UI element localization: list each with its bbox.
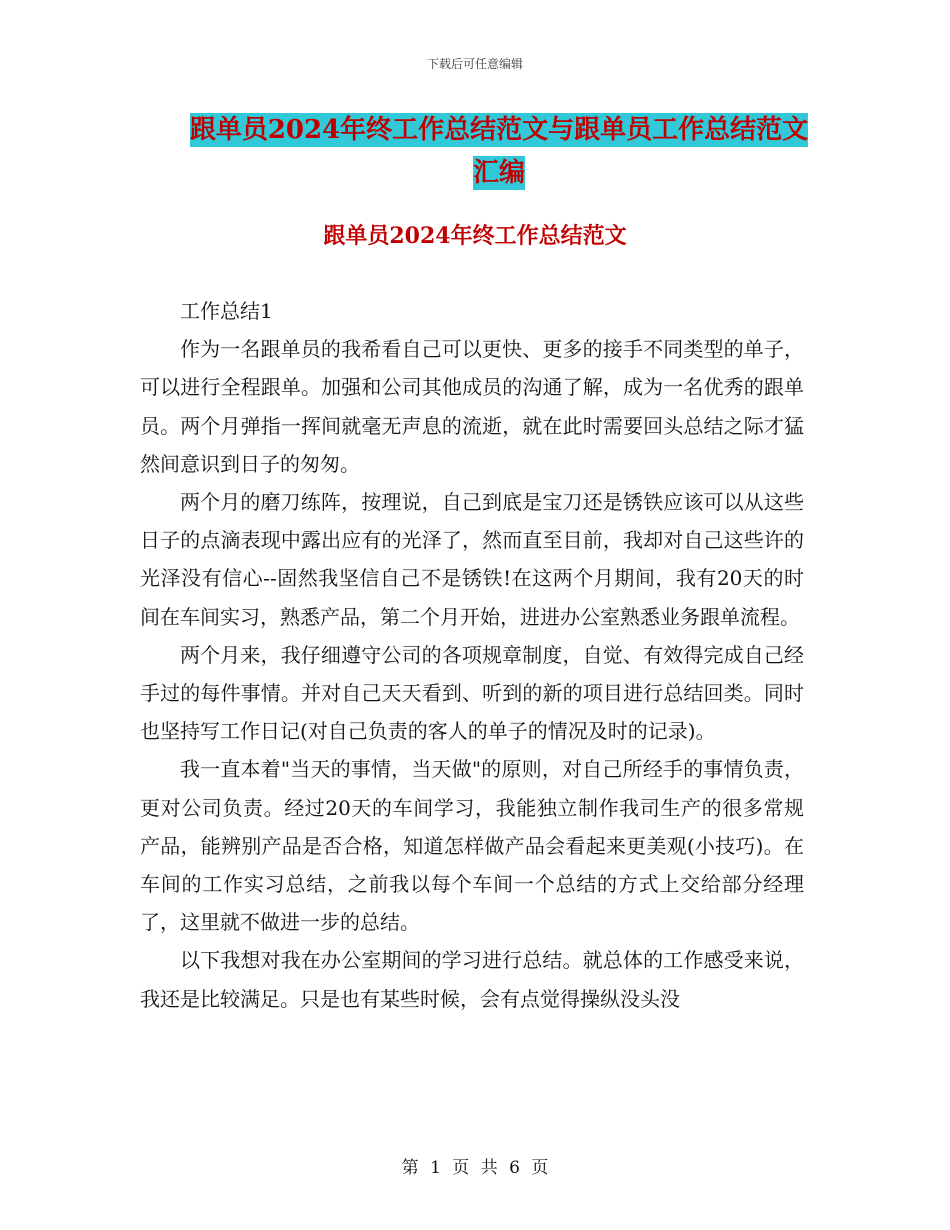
document-title-text-2: 汇编 <box>472 158 525 188</box>
paragraph: 以下我想对我在办公室期间的学习进行总结。就总体的工作感受来说，我还是比较满足。只是也有某些时候，会有点觉得操纵没头没 <box>140 948 804 1011</box>
page-number-footer: 第 1 页 共 6 页 <box>401 1158 549 1178</box>
document-title-text-1: 跟单员2024年终工作总结范文与跟单员工作总结范文 <box>189 115 809 145</box>
paragraph: 作为一名跟单员的我希看自己可以更快、更多的接手不同类型的单子，可以进行全程跟单。加强和公司其他成员的沟通了解，成为一名优秀的跟单员。两个月弹指一挥间就毫无声息的流逝，就在此时需要回头总结之际才猛然间意识到日子的匆匆。 <box>140 337 804 476</box>
paragraph: 两个月的磨刀练阵，按理说，自己到底是宝刀还是锈铁应该可以从这些日子的点滴表现中露出应有的光泽了，然而直至目前，我却对自己这些许的光泽没有信心--固然我坚信自己不是锈铁!在这两个月期间，我有20天的时间在车间实习，熟悉产品，第二个月开始，进进办公室熟悉业务跟单流程。 <box>140 490 804 629</box>
paragraph: 我一直本着"当天的事情，当天做"的原则，对自己所经手的事情负责，更对公司负责。经过20天的车间学习，我能独立制作我司生产的很多常规产品，能辨别产品是否合格，知道怎样做产品会看起来更美观(小技巧)。在车间的工作实习总结，之前我以每个车间一个总结的方式上交给部分经理了，这里就不做进一步的总结。 <box>140 757 804 935</box>
subheading: 工作总结1 <box>180 299 273 323</box>
section-title: 跟单员2024年终工作总结范文 <box>323 223 627 249</box>
document-title-line-1 <box>140 110 858 150</box>
page-header-note: 下载后可任意编辑 <box>426 57 523 71</box>
paragraph: 两个月来，我仔细遵守公司的各项规章制度，自觉、有效得完成自己经手过的每件事情。并对自己天天看到、听到的新的项目进行总结回类。同时也坚持写工作日记(对自己负责的客人的单子的情况及时的记录)。 <box>140 642 804 744</box>
document-body <box>140 292 804 1018</box>
document-title-line-2 <box>140 153 858 193</box>
